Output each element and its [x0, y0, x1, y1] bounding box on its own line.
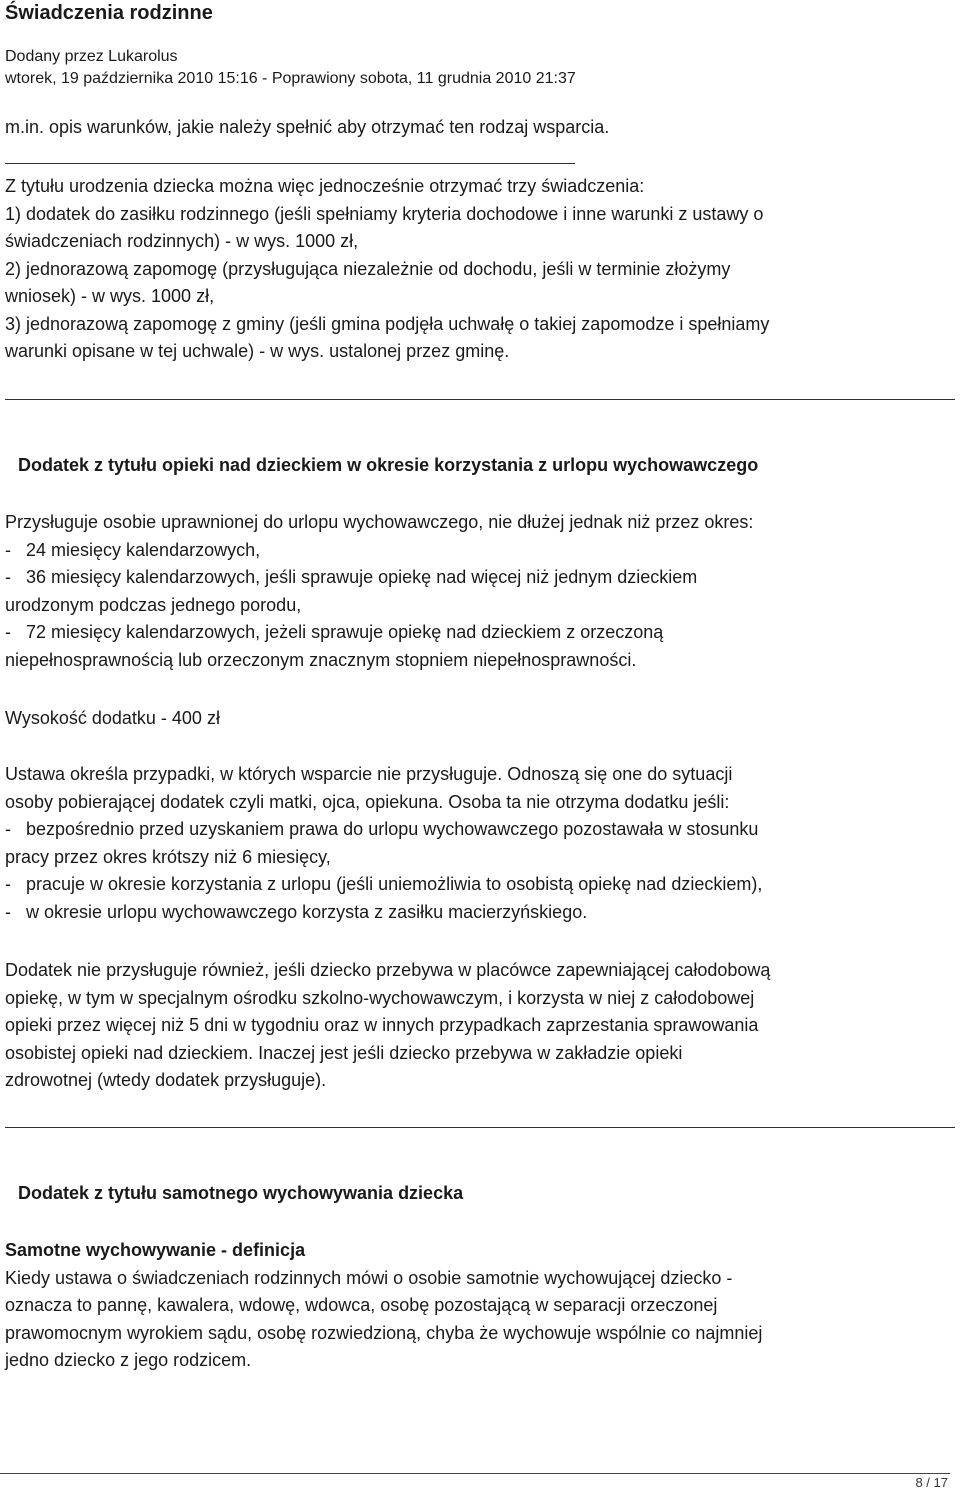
text-line: opieki przez więcej niż 5 dni w tygodniu oraz w innych przypadkach zaprzestania sprawowania [5, 1015, 759, 1035]
text-line: wniosek) - w wys. 1000 zł, [5, 286, 215, 306]
author-line: Dodany przez Lukarolus [5, 48, 178, 65]
page-number: 8 / 17 [915, 1475, 948, 1490]
list-item: - w okresie urlopu wychowawczego korzysta z zasiłku macierzyńskiego. [5, 901, 588, 922]
list-item: - 72 miesięcy kalendarzowych, jeżeli sprawuje opiekę nad dzieckiem z orzeczoną [5, 622, 664, 642]
text-line: pracy przez okres krótszy niż 6 miesięcy, [5, 846, 331, 867]
list-item: - 24 miesięcy kalendarzowych, [5, 539, 261, 560]
birth-benefits-paragraph [5, 173, 960, 366]
list-item: - 36 miesięcy kalendarzowych, jeśli sprawuje opiekę nad więcej niż jednym dzieckiem [5, 567, 698, 587]
amount-paragraph [5, 705, 960, 733]
subheading: Samotne wychowywanie - definicja [5, 1240, 306, 1260]
intro-paragraph [5, 114, 960, 142]
footer-divider [0, 1473, 950, 1474]
text-line: Ustawa określa przypadki, w których wsparcie nie przysługuje. Odnoszą się one do sytuacji [5, 764, 733, 784]
text-line: 3) jednorazową zapomogę z gminy (jeśli gmina podjęła uchwałę o takiej zapomodze i spełniamy [5, 313, 770, 334]
short-divider [5, 163, 575, 164]
text-line: urodzonym podczas jednego porodu, [5, 594, 302, 615]
text-line: Przysługuje osobie uprawnionej do urlopu wychowawczego, nie dłużej jednak niż przez okres: [5, 512, 754, 532]
text-line: Z tytułu urodzenia dziecka można więc jednocześnie otrzymać trzy świadczenia: [5, 176, 645, 196]
text-line: niepełnosprawnością lub orzeczonym znacznym stopniem niepełnosprawności. [5, 649, 637, 670]
text-line: osoby pobierającej dodatek czyli matki, ojca, opiekuna. Osoba ta nie otrzyma dodatku jeśli: [5, 791, 730, 812]
exclusions-paragraph [5, 761, 960, 926]
date-line: wtorek, 19 października 2010 15:16 - Poprawiony sobota, 11 grudnia 2010 21:37 [5, 70, 576, 87]
text-line: zdrowotnej (wtedy dodatek przysługuje). [5, 1070, 327, 1090]
text-line: warunki opisane w tej uchwale) - w wys. ustalonej przez gminę. [5, 341, 510, 361]
text-line: Dodatek nie przysługuje również, jeśli dziecko przebywa w placówce zapewniającej całodobową [5, 960, 771, 980]
text-line: 1) dodatek do zasiłku rodzinnego (jeśli spełniamy kryteria dochodowe i inne warunki z ustawy o [5, 203, 764, 224]
section-divider [5, 399, 955, 400]
text-line: świadczeniach rodzinnych) - w wys. 1000 zł, [5, 231, 359, 251]
section-heading: Dodatek z tytułu opieki nad dzieckiem w okresie korzystania z urlopu wychowawczego [18, 455, 759, 475]
text-line: Kiedy ustawa o świadczeniach rodzinnych mówi o osobie samotnie wychowującej dziecko - [5, 1267, 733, 1288]
text-line: prawomocnym wyrokiem sądu, osobę rozwiedzioną, chyba że wychowuje wspólnie co najmniej [5, 1322, 763, 1343]
care-facility-paragraph [5, 957, 960, 1095]
text-line: opiekę, w tym w specjalnym ośrodku szkolno-wychowawczym, i korzysta w niej z całodobowej [5, 987, 755, 1008]
text-line: oznacza to pannę, kawalera, wdowę, wdowca, osobę pozostającą w separacji orzeczonej [5, 1295, 718, 1315]
single-parent-paragraph [5, 1237, 960, 1375]
article-title: Świadczenia rodzinne [5, 2, 213, 24]
list-item: - pracuje w okresie korzystania z urlopu (jeśli uniemożliwia to osobistą opiekę nad dzieckiem), [5, 874, 763, 894]
section-divider [5, 1127, 955, 1128]
list-item: - bezpośrednio przed uzyskaniem prawa do urlopu wychowawczego pozostawała w stosunku [5, 819, 759, 839]
text-line: 2) jednorazową zapomogę (przysługująca niezależnie od dochodu, jeśli w terminie złożymy [5, 258, 731, 279]
amount-line: Wysokość dodatku - 400 zł [5, 708, 220, 728]
text-line: osobistej opieki nad dzieckiem. Inaczej jest jeśli dziecko przebywa w zakładzie opieki [5, 1042, 683, 1063]
text-line: jedno dziecko z jego rodzicem. [5, 1350, 252, 1370]
section-heading: Dodatek z tytułu samotnego wychowywania dziecka [18, 1183, 464, 1203]
text-line: m.in. opis warunków, jakie należy spełnić aby otrzymać ten rodzaj wsparcia. [5, 117, 610, 137]
eligibility-paragraph [5, 509, 960, 674]
